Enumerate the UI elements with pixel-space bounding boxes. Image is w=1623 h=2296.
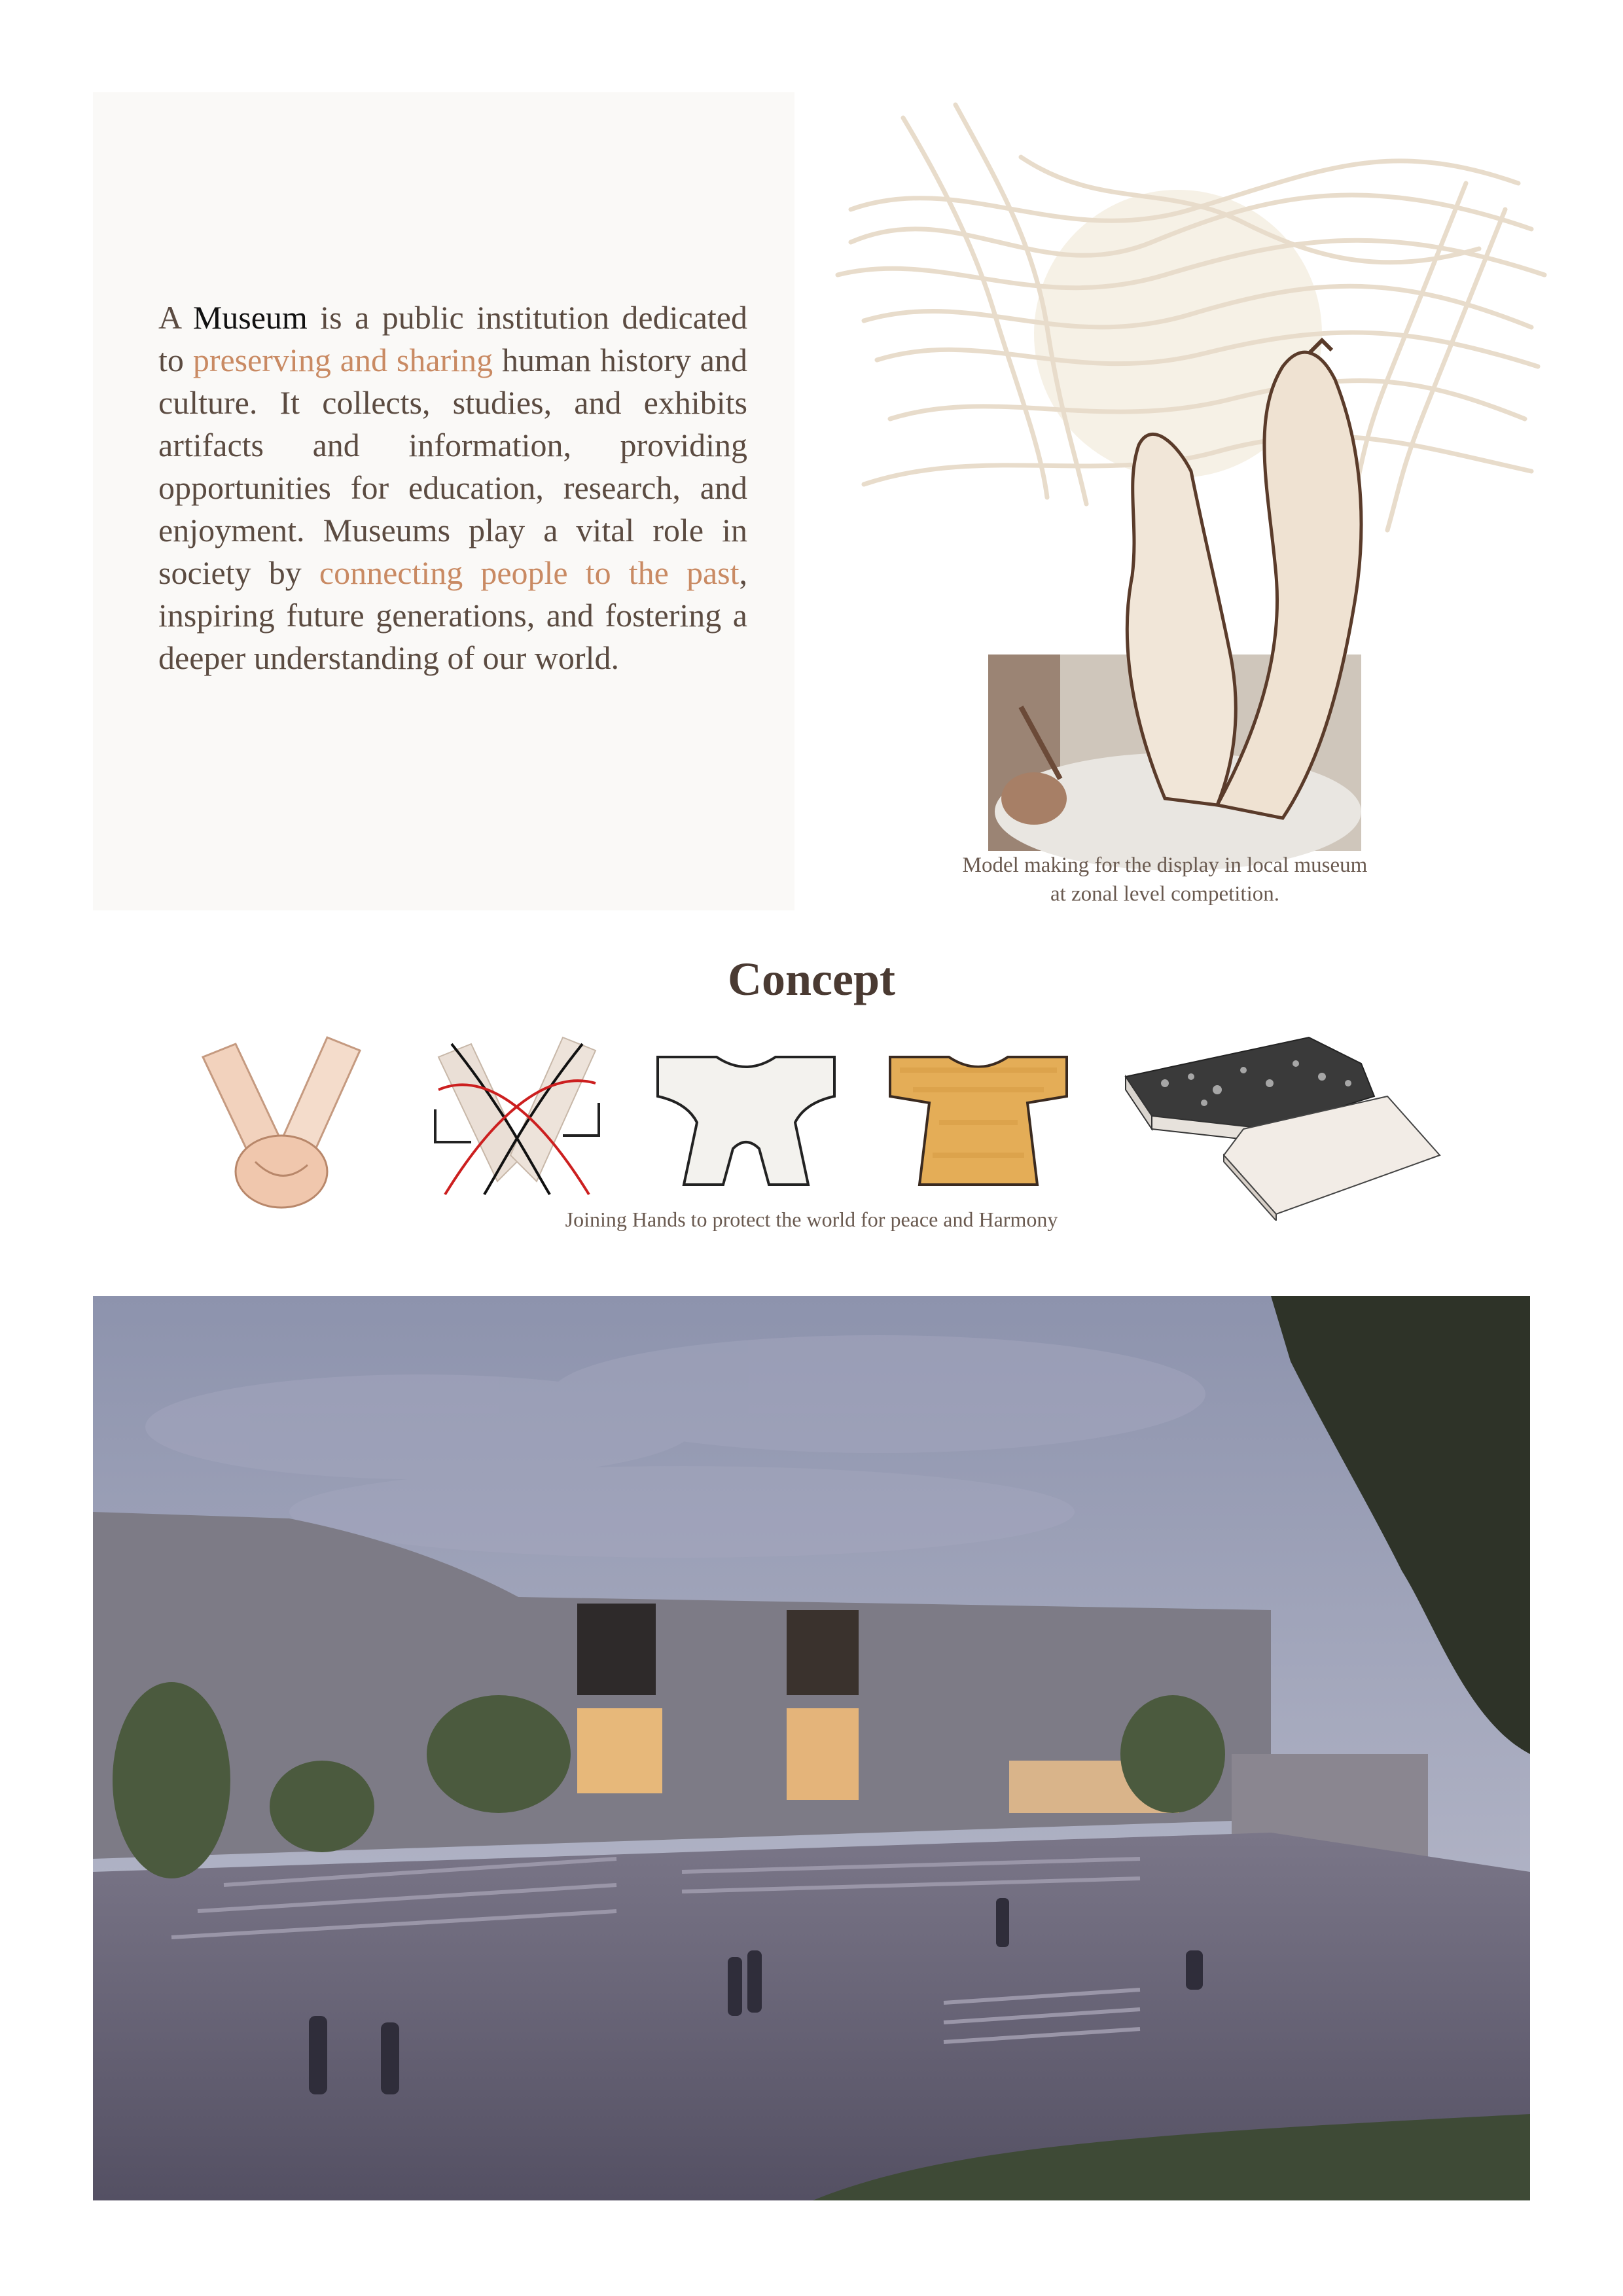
intro-paragraph: A Museum is a public institution dedicated to preserving and sharing human history and culture. It collects, studies, and exhibits artifacts and information, providing opportunities for education, research, and enjoyment. Museums play a vital role in society by connecting people to the past, inspiring future generations, and fostering a deeper understanding of our world. (158, 299, 747, 676)
sculpture-artwork (825, 79, 1558, 916)
joined-hands-sketch (196, 1031, 366, 1214)
plan-shape-ochre (887, 1050, 1070, 1191)
entrance-glass-upper-2 (787, 1610, 859, 1695)
intro-panel (93, 92, 794, 910)
highlight-preserving: preserving and sharing (192, 342, 493, 378)
museum-render (93, 1296, 1530, 2200)
highlight-connecting: connecting people to the past (319, 554, 740, 591)
entrance-glass-lower (577, 1708, 662, 1793)
crossed-hands-diagram (432, 1031, 602, 1214)
concept-caption: Joining Hands to protect the world for peace and Harmony (565, 1208, 1058, 1231)
entrance-glass-upper (577, 1604, 656, 1695)
massing-model (1113, 1024, 1453, 1221)
model-caption: Model making for the display in local museum at zonal level competition. (962, 853, 1368, 906)
entrance-glass-lower-2 (787, 1708, 859, 1800)
museum-keyword: Museum (192, 299, 308, 336)
concept-title: Concept (728, 953, 895, 1005)
plan-shape-outline (654, 1050, 838, 1191)
